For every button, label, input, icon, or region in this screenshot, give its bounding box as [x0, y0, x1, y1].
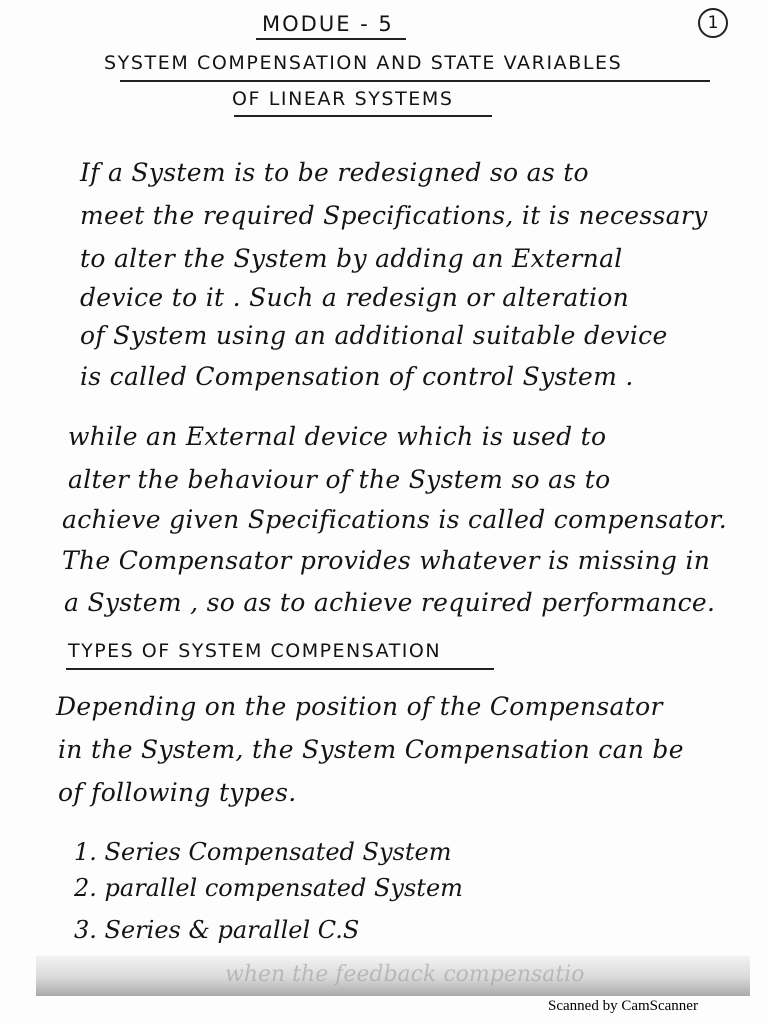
paragraph-1-line-3: to alter the System by adding an External — [80, 244, 623, 273]
list-item-3: 3. Series & parallel C.S — [74, 916, 360, 944]
paragraph-1-line-5: of System using an additional suitable device — [80, 321, 668, 350]
heading-underline-2 — [234, 115, 492, 117]
list-item-1: 1. Series Compensated System — [74, 838, 452, 866]
title-underline — [256, 38, 406, 40]
faint-bleed-through-text: when the feedback compensatio — [225, 962, 585, 987]
paragraph-1-line-1: If a System is to be redesigned so as to — [80, 158, 589, 187]
paragraph-3-line-1: Depending on the position of the Compensator — [56, 692, 663, 721]
paragraph-2-line-3: achieve given Specifications is called compensator. — [62, 505, 728, 534]
scanner-watermark: Scanned by CamScanner — [548, 998, 698, 1014]
paragraph-1-line-2: meet the required Specifications, it is necessary — [80, 201, 708, 230]
paragraph-3-line-3: of following types. — [58, 778, 297, 807]
paragraph-1-line-6: is called Compensation of control System . — [80, 362, 634, 391]
paragraph-2-line-1: while an External device which is used to — [68, 422, 607, 451]
heading-underline-1 — [120, 80, 710, 82]
paragraph-1-line-4: device to it . Such a redesign or alteration — [80, 283, 630, 312]
section-heading-underline — [66, 668, 494, 670]
page-number-badge: 1 — [698, 8, 728, 38]
list-item-2: 2. parallel compensated System — [74, 874, 463, 902]
section-heading: TYPES OF SYSTEM COMPENSATION — [68, 640, 442, 662]
module-title: MODUE - 5 — [262, 12, 394, 36]
paragraph-3-line-2: in the System, the System Compensation can be — [58, 735, 684, 764]
chapter-heading-line-1: SYSTEM COMPENSATION AND STATE VARIABLES — [104, 52, 623, 74]
chapter-heading-line-2: OF LINEAR SYSTEMS — [232, 88, 454, 110]
paragraph-2-line-5: a System , so as to achieve required performance. — [64, 588, 716, 617]
paragraph-2-line-4: The Compensator provides whatever is missing in — [62, 546, 711, 575]
paragraph-2-line-2: alter the behaviour of the System so as to — [68, 465, 611, 494]
